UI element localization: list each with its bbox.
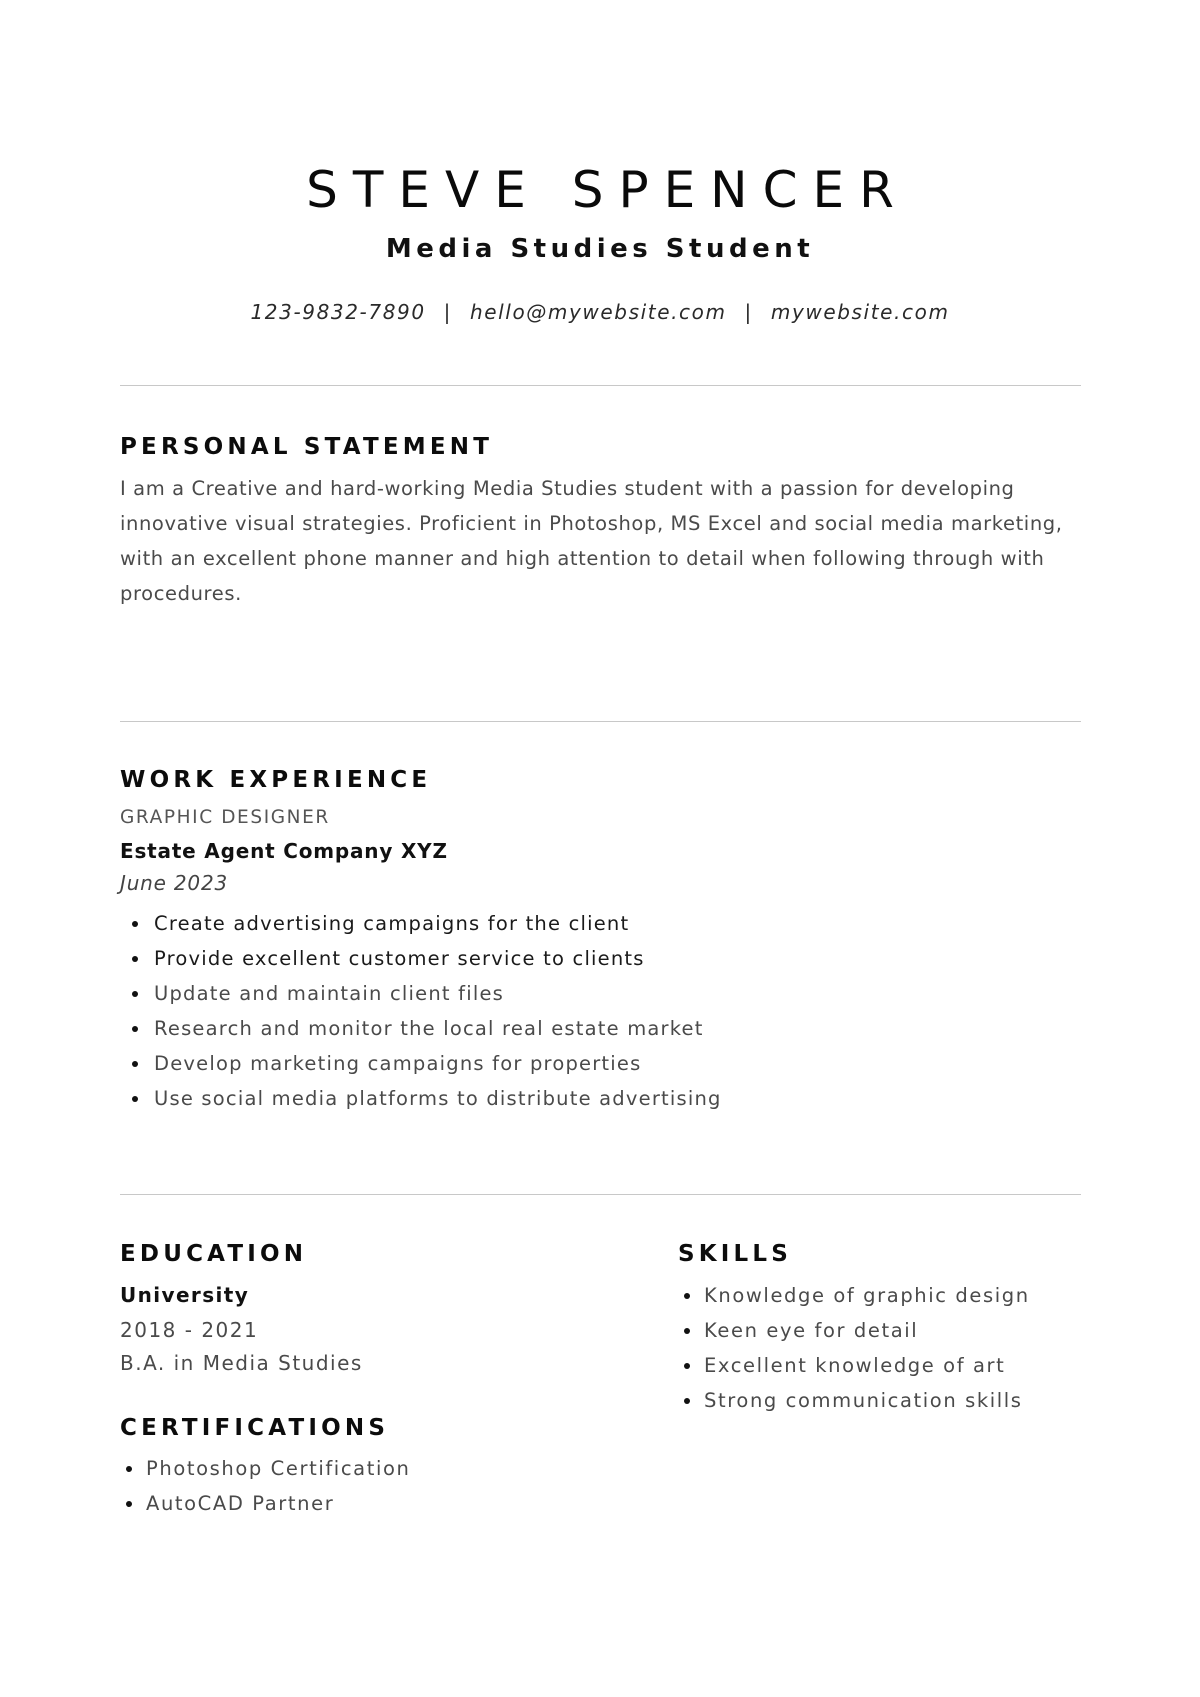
list-item: Provide excellent customer service to clients (120, 941, 722, 976)
bullet-icon (684, 1363, 690, 1369)
job-role: GRAPHIC DESIGNER (120, 807, 330, 828)
bullet-icon (132, 991, 138, 997)
bullet-icon (684, 1328, 690, 1334)
list-item: Photoshop Certification (120, 1451, 410, 1486)
contact-email[interactable]: hello@mywebsite.com (469, 300, 727, 324)
list-item: Knowledge of graphic design (678, 1278, 1030, 1313)
bullet-icon (132, 1026, 138, 1032)
resume-job-title: Media Studies Student (385, 234, 815, 264)
contact-separator: | (443, 300, 452, 324)
section-heading-skills: SKILLS (678, 1241, 793, 1267)
bullet-icon (684, 1398, 690, 1404)
job-company: Estate Agent Company XYZ (120, 839, 448, 863)
contact-line (0, 298, 1200, 326)
list-item: AutoCAD Partner (120, 1486, 410, 1521)
bullet-icon (126, 1501, 132, 1507)
divider (120, 385, 1081, 386)
list-item: Research and monitor the local real estate market (120, 1011, 722, 1046)
education-years: 2018 - 2021 (120, 1318, 259, 1342)
bullet-icon (126, 1466, 132, 1472)
contact-website[interactable]: mywebsite.com (770, 300, 950, 324)
bullet-icon (132, 956, 138, 962)
list-item: Excellent knowledge of art (678, 1348, 1030, 1383)
job-date: June 2023 (120, 871, 229, 895)
skills-list (678, 1278, 1030, 1418)
list-item: Strong communication skills (678, 1383, 1030, 1418)
section-heading-education: EDUCATION (120, 1241, 308, 1267)
personal-statement-text: I am a Creative and hard-working Media Studies student with a passion for developing innovative visual strategies. Proficient in Photoshop, MS Excel and social media marketing, with an excellent phone manner and high attention to detail when following through with procedures. (120, 477, 1063, 605)
job-duties-list (120, 906, 722, 1116)
section-heading-work-experience: WORK EXPERIENCE (120, 767, 432, 793)
resume-name: STEVE SPENCER (306, 161, 909, 219)
certifications-list (120, 1451, 410, 1521)
list-item: Keen eye for detail (678, 1313, 1030, 1348)
education-institution: University (120, 1283, 250, 1307)
list-item: Create advertising campaigns for the client (120, 906, 722, 941)
bullet-icon (132, 921, 138, 927)
list-item: Use social media platforms to distribute advertising (120, 1081, 722, 1116)
education-degree: B.A. in Media Studies (120, 1351, 363, 1375)
list-item: Develop marketing campaigns for properties (120, 1046, 722, 1081)
divider (120, 1194, 1081, 1195)
section-heading-personal-statement: PERSONAL STATEMENT (120, 434, 494, 460)
contact-phone: 123-9832-7890 (250, 300, 426, 324)
divider (120, 721, 1081, 722)
contact-separator: | (744, 300, 753, 324)
bullet-icon (132, 1061, 138, 1067)
bullet-icon (132, 1096, 138, 1102)
section-heading-certifications: CERTIFICATIONS (120, 1415, 390, 1441)
list-item: Update and maintain client files (120, 976, 722, 1011)
bullet-icon (684, 1293, 690, 1299)
